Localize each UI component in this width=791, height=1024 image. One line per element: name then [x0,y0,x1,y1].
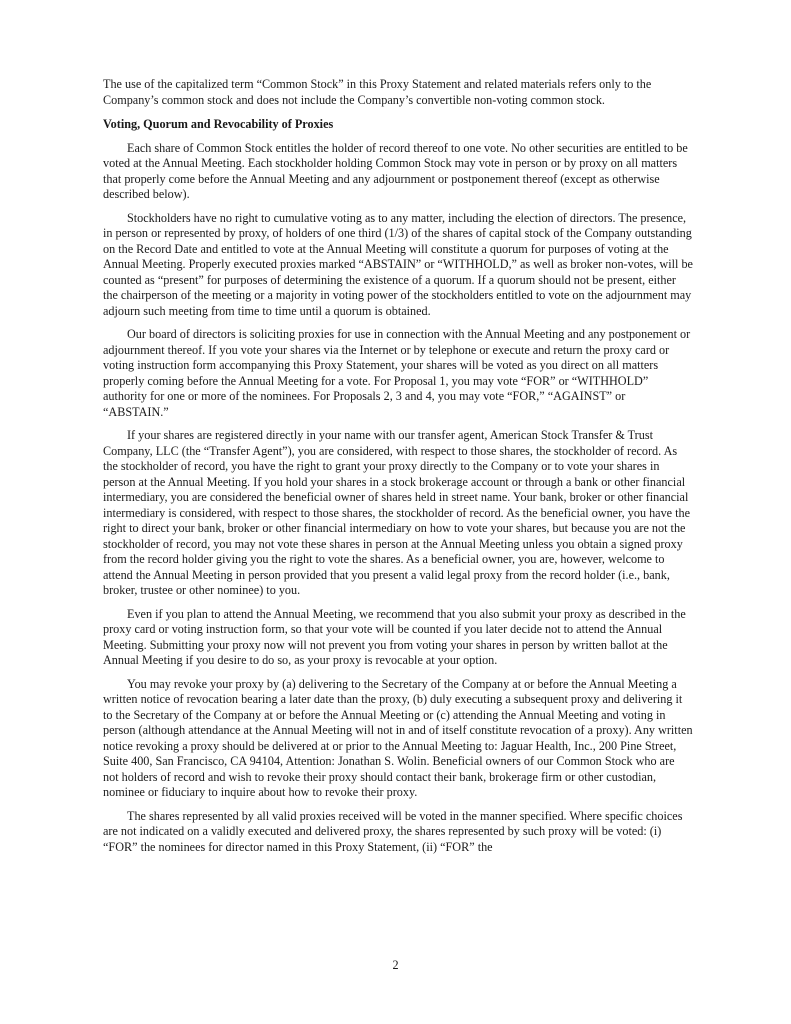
section-heading: Voting, Quorum and Revocability of Proxies [103,117,334,131]
paragraph-valid-proxies: The shares represented by all valid proxies received will be voted in the manner specified. Where specific choices are not indicated on a validly executed and delivered proxy, the shares represented by such proxy will be voted: (i) “FOR” the nominees for director named in this Proxy Statement, (ii) “FOR” the [103,808,683,854]
paragraph-voting: Each share of Common Stock entitles the holder of record thereof to one vote. No other securities are entitled to be voted at the Annual Meeting. Each stockholder holding Common Stock may vote in person or by proxy on all matters that properly come before the Annual Meeting and any adjournment or postponement thereof (except as otherwise described below). [103,140,688,201]
document-body [103,77,693,863]
page-number: 2 [392,958,399,972]
paragraph-quorum: Stockholders have no right to cumulative voting as to any matter, including the election of directors. The presence, in person or represented by proxy, of holders of one third (1/3) of the shares of capital stock of the Company outstanding on the Record Date and entitled to vote at the Annual Meeting will constitute a quorum for purposes of voting at the Annual Meeting. Properly executed proxies marked “ABSTAIN” or “WITHHOLD,” as well as broker non-votes, will be counted as “present” for purposes of determining the existence of a quorum. If a quorum should not be present, either the chairperson of the meeting or a majority in voting power of the stockholders entitled to vote on the adjournment may adjourn such meeting from time to time until a quorum is obtained. [103,210,693,318]
paragraph-record-holder: If your shares are registered directly in your name with our transfer agent, American Stock Transfer & Trust Company, LLC (the “Transfer Agent”), you are considered, with respect to those shares, the stockholder of record. As the stockholder of record, you have the right to grant your proxy directly to the Company or to vote your shares in person at the Annual Meeting. If you hold your shares in a stock brokerage account or through a bank or other financial intermediary, you are considered the beneficial owner of shares held in street name. Your bank, broker or other financial intermediary is considered, with respect to those shares, the stockholder of record. As the beneficial owner, you have the right to direct your bank, broker or other financial intermediary on how to vote your shares, but because you are not the stockholder of record, you may not vote these shares in person at the Annual Meeting unless you obtain a signed proxy from the record holder giving you the right to vote the shares. As a beneficial owner, you are, however, welcome to attend the Annual Meeting in person provided that you present a valid legal proxy from the record holder (i.e., bank, broker, trustee or other nominee) to you. [103,428,691,597]
intro-paragraph: The use of the capitalized term “Common Stock” in this Proxy Statement and related materials refers only to the Company’s common stock and does not include the Company’s convertible non-voting common stock. [103,77,652,107]
paragraph-revoke-proxy: You may revoke your proxy by (a) delivering to the Secretary of the Company at or before the Annual Meeting a written notice of revocation bearing a later date than the proxy, (b) duly executing a subsequent proxy and delivering it to the Secretary of the Company at or before the Annual Meeting or (c) attending the Annual Meeting and voting in person (although attendance at the Annual Meeting will not in and of itself constitute revocation of a proxy). Any written notice revoking a proxy should be delivered at or prior to the Annual Meeting to: Jaguar Health, Inc., 200 Pine Street, Suite 400, San Francisco, CA 94104, Attention: Jonathan S. Wolin. Beneficial owners of our Common Stock who are not holders of record and wish to revoke their proxy should contact their bank, brokerage firm or other custodian, nominee or fiduciary to inquire about how to revoke their proxy. [103,676,693,799]
paragraph-soliciting: Our board of directors is soliciting proxies for use in connection with the Annual Meeting and any postponement or adjournment thereof. If you vote your shares via the Internet or by telephone or execute and return the proxy card or voting instruction form accompanying this Proxy Statement, your shares will be voted as you direct on all matters properly coming before the Annual Meeting for a vote. For Proposal 1, you may vote “FOR” or “WITHHOLD” authority for one or more of the nominees. For Proposals 2, 3 and 4, you may vote “FOR,” “AGAINST” or “ABSTAIN.” [103,327,691,419]
paragraph-submit-proxy: Even if you plan to attend the Annual Meeting, we recommend that you also submit your proxy as described in the proxy card or voting instruction form, so that your vote will be counted if you later decide not to attend the Annual Meeting. Submitting your proxy now will not prevent you from voting your shares in person by written ballot at the Annual Meeting if you desire to do so, as your proxy is revocable at your option. [103,606,686,667]
